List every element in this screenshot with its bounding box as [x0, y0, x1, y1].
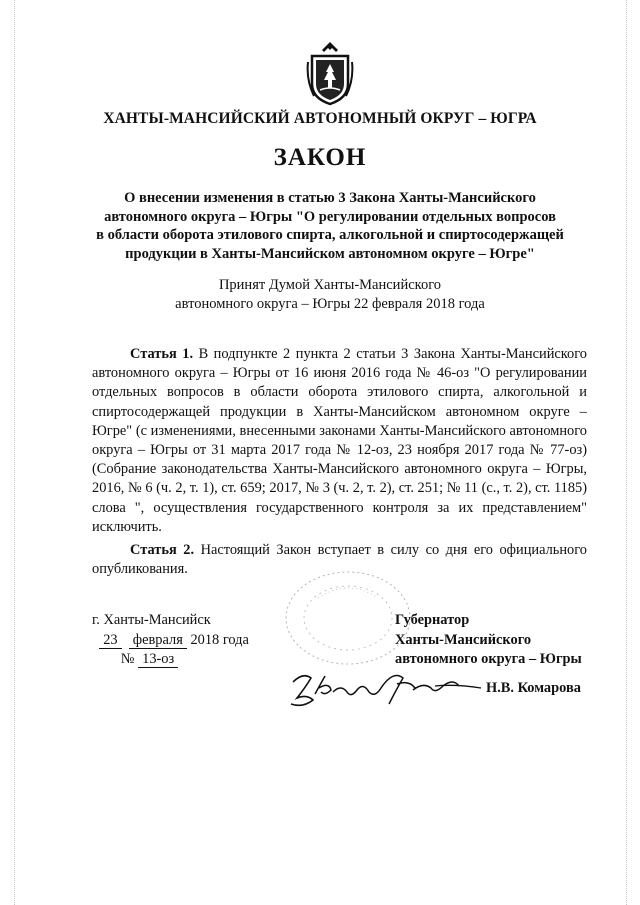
article-2-text: Настоящий Закон вступает в силу со дня его официального опубликования.	[92, 542, 587, 578]
date-day: 23	[99, 632, 121, 649]
region-heading: ХАНТЫ-МАНСИЙСКИЙ АВТОНОМНЫЙ ОКРУГ – ЮГРА	[103, 110, 537, 127]
article-1-label: Статья 1.	[130, 346, 194, 362]
article-1-text: В подпункте 2 пункта 2 статьи 3 Закона Ханты-Мансийского автономного округа – Югры от 16 июня 2016 года № 46-оз "О регулировании отдельных вопросов в области оборота этилового спирта, алкогольной и спиртосодержащей продукции в Ханты-Мансийском автономном округе – Югре" (с изменениями, внесенными законами Ханты-Мансийского автономного округа – Югры от 31 марта 2017 года № 12-оз, 23 ноября 2017 года № 77-оз) (Собрание законодательства Ханты-Мансийского автономного округа – Югры, 2016, № 6 (ч. 2, т. 1), ст. 659; 2017, № 3 (ч. 2, т. 2), ст. 251; № 11 (с., т. 2), ст. 1185) слова ", осуществления государственного контроля за их представлением" исключить.	[92, 346, 587, 535]
adoption-line: автономного округа – Югры 22 февраля 2018 года	[175, 296, 485, 312]
signatory-block	[395, 611, 582, 670]
signatory-title-line: Ханты-Мансийского	[395, 631, 532, 648]
handwritten-signature	[285, 664, 485, 714]
law-title	[70, 189, 590, 263]
law-title-line: продукции в Ханты-Мансийском автономном округе – Югре"	[125, 245, 535, 262]
signing-date	[92, 631, 249, 651]
adoption-line: Принят Думой Ханты-Мансийского	[218, 277, 442, 293]
coat-of-arms-icon	[306, 40, 354, 106]
law-title-line: О внесении изменения в статью 3 Закона Ханты-Мансийского	[124, 190, 536, 206]
adoption-note	[70, 276, 590, 314]
law-number-prefix: №	[120, 651, 135, 667]
left-margin-line	[14, 0, 16, 905]
article-2-label: Статья 2.	[130, 542, 195, 558]
signatory-title-line: автономного округа – Югры	[395, 651, 582, 667]
law-number-value: 13-оз	[138, 651, 178, 668]
signatory-name: Н.В. Комарова	[486, 680, 581, 696]
place-and-date	[92, 611, 249, 670]
right-margin-line	[626, 0, 628, 905]
law-title-line: в области оборота этилового спирта, алкогольной и спиртосодержащей	[96, 227, 564, 243]
city-name: г. Ханты-Мансийск	[92, 612, 211, 628]
article-1	[92, 345, 587, 537]
date-month: февраля	[129, 632, 187, 649]
date-year: 2018 года	[190, 631, 249, 648]
document-type: ЗАКОН	[273, 144, 367, 171]
law-number	[92, 650, 249, 670]
signatory-title-line: Губернатор	[395, 612, 470, 628]
law-title-line: автономного округа – Югры "О регулировании отдельных вопросов	[104, 208, 556, 225]
